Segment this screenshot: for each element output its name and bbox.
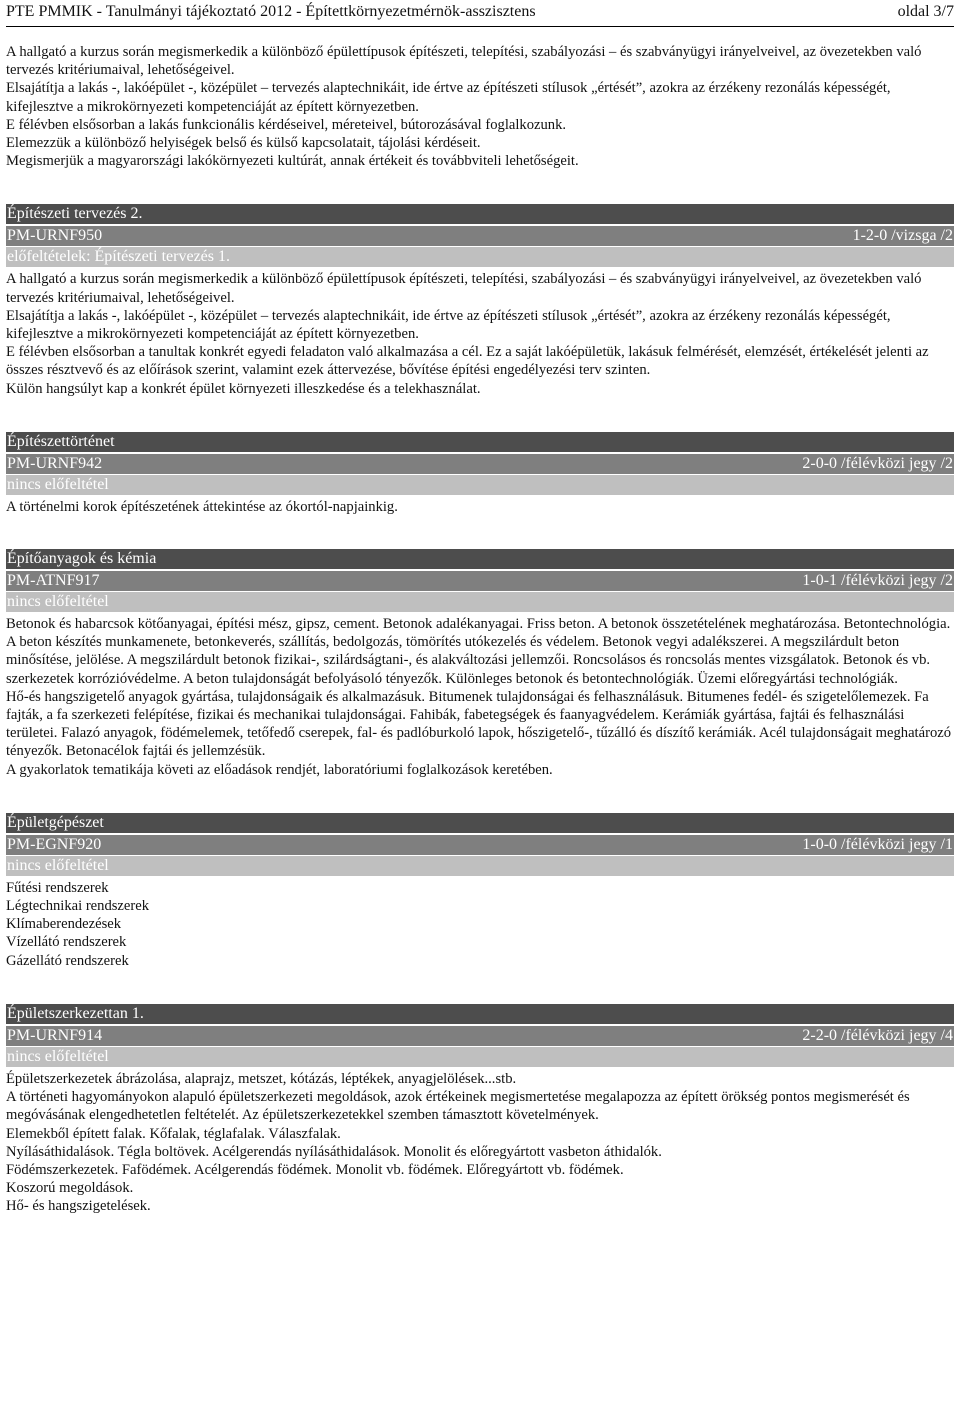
course-title: Épületszerkezettan 1. (6, 1004, 954, 1024)
course-epiteszettortenet (6, 432, 954, 516)
course-credits: 1-0-1 /félévközi jegy /2 (802, 572, 953, 590)
course-title: Épületgépészet (6, 813, 954, 833)
course-code-row (6, 571, 954, 591)
course-list-item: Gázellátó rendszerek (6, 952, 129, 969)
course-prerequisite: nincs előfeltétel (6, 475, 954, 495)
course-list-item: Fűtési rendszerek (6, 879, 109, 896)
course-paragraph: Nyílásáthidalások. Tégla boltövek. Acélgerendás nyílásáthidalások. Monolit és előregyártott vasbeton áthidalók. (6, 1143, 662, 1160)
course-paragraph: Koszorú megoldások. (6, 1180, 134, 1197)
course-paragraph: A gyakorlatok tematikája követi az előadások rendjét, laboratóriumi foglalkozások keretében. (6, 761, 553, 778)
course-description (6, 1070, 954, 1216)
course-paragraph: Hő- és hangszigetelések. (6, 1198, 151, 1215)
course-description (6, 270, 954, 397)
course-code-row (6, 454, 954, 474)
course-code: PM-URNF950 (7, 227, 103, 245)
course-epiteszeti-tervezes-2 (6, 204, 954, 397)
course-list-item: Vízellátó rendszerek (6, 934, 127, 951)
course-credits: 2-2-0 /félévközi jegy /4 (802, 1026, 953, 1044)
course-title: Építőanyagok és kémia (6, 549, 954, 569)
course-prerequisite: nincs előfeltétel (6, 1047, 954, 1067)
course-code-row (6, 226, 954, 246)
document-title: PTE PMMIK - Tanulmányi tájékoztató 2012 - Építettkörnyezetmérnök-asszisztens (6, 3, 536, 20)
course-credits: 1-0-0 /félévközi jegy /1 (802, 835, 953, 853)
intro-paragraph: E félévben elsősorban a lakás funkcionális kérdéseivel, méreteivel, bútorozásával foglalkozunk. (6, 116, 567, 133)
course-paragraph: A történeti hagyományokon alapuló épületszerkezeti megoldások, azok értékeinek megismertetése megalapozza az épített örökség pontos megismerését és megóvásának elengedhetetlen feltételét. Az épületszerkezetekkel szemben támasztott követelmények. (6, 1089, 910, 1124)
course-code: PM-ATNF917 (7, 572, 100, 590)
course-code: PM-URNF942 (7, 454, 103, 472)
page-number: oldal 3/7 (897, 3, 954, 20)
course-paragraph: Épületszerkezetek ábrázolása, alaprajz, metszet, kótázás, léptékek, anyagjelölések...stb. (6, 1070, 517, 1087)
course-epuletszerkezettan-1 (6, 1004, 954, 1216)
course-paragraph: Betonok és habarcsok kötőanyagai, építési mész, gipsz, cement. Betonok adalékanyagai. Friss beton. A betonok összetételének meghatározása. Betontechnológia. A beton készítés munkamenete, betonkeverés, szállítás, bedolgozás, tömörítés utókezelés és védelem. Betonok vegyi adalékszerei. A megszilárdult beton minősítése, jelölése. A megszilárdult betonok fizikai-, szilárdságtani-, és alakváltozási jellemzői. Roncsolásos és roncsolás mentes vizsgálatok. Betonok és vb. szerkezetek korrózióvédelme. A beton tulajdonságát befolyásoló tényezők. Különleges betonok és betontechnológiák. Üzemi előregyártási technológiák. (6, 616, 951, 687)
course-paragraph: A hallgató a kurzus során megismerkedik a különböző épülettípusok építészeti, telepítési, szabályozási – és szabványügyi irányelveivel, az övezetekben való tervezés kritériumaival, lehetőségeivel. (6, 271, 922, 306)
course-paragraph: E félévben elsősorban a tanultak konkrét egyedi feladaton való alkalmazása a cél. Ez a saját lakóépületük, lakásuk felmérését, elemzését, értékelését jelenti az összes résztvevő és az előírások szerint, valamint ezek áttervezése, bővítése építési engedélyezési terv szinten. (6, 344, 929, 379)
course-code-row (6, 835, 954, 855)
intro-paragraph: A hallgató a kurzus során megismerkedik a különböző épülettípusok építészeti, telepítési, szabályozási – és szabványügyi irányelveivel, az övezetekben való tervezés kritériumaival, lehetőségeivel. (6, 44, 922, 79)
course-list-item: Légtechnikai rendszerek (6, 898, 150, 915)
course-title: Építészeti tervezés 2. (6, 204, 954, 224)
course-prerequisite: nincs előfeltétel (6, 592, 954, 612)
course-prerequisite: nincs előfeltétel (6, 856, 954, 876)
course-description (6, 879, 954, 970)
course-title: Építészettörténet (6, 432, 954, 452)
course-list-item: Klímaberendezések (6, 916, 122, 933)
course-epuletgepeszet (6, 813, 954, 970)
course-credits: 2-0-0 /félévközi jegy /2 (802, 454, 953, 472)
course-paragraph: A történelmi korok építészetének áttekintése az ókortól-napjainkig. (6, 498, 398, 515)
course-description (6, 498, 954, 516)
course-credits: 1-2-0 /vizsga /2 (852, 227, 953, 245)
course-description (6, 615, 954, 779)
course-epitoanyagok-es-kemia (6, 549, 954, 779)
course-prerequisite: előfeltételek: Építészeti tervezés 1. (6, 247, 954, 267)
course-paragraph: Födémszerkezetek. Fafödémek. Acélgerendás födémek. Monolit vb. födémek. Előregyártott vb. födémek. (6, 1161, 624, 1178)
course-paragraph: Hő-és hangszigetelő anyagok gyártása, tulajdonságaik és alkalmazásuk. Bitumenek tulajdonságai és felhasználásuk. Bitumenes fedél- és szigetelőlemezek. Fa fajták, a fa szerkezeti felépítése, fizikai és mechanikai tulajdonságai. Fahibák, fabetegségek és faanyagvédelem. Kerámiák gyártása, fajtái és felhasználási területei. Falazó anyagok, födémelemek, tetőfedő cserepek, fal- és padlóburkoló lapok, hőszigetelő-, tűzálló és díszítő kerámiák. Acél tulajdonságait meghatározó tényezők. Betonacélok fajtái és jellemzésük. (6, 688, 952, 760)
course-paragraph: Elsajátítja a lakás -, lakóépület -, középület – tervezés alaptechnikáit, ide értve az építészeti stílusok „értését”, azokra az érzékeny rezonálás képességét, kifejlesztve a mikrokörnyezeti kompetenciáját az épített környezetben. (6, 307, 891, 343)
course-code: PM-EGNF920 (7, 835, 102, 853)
course-code: PM-URNF914 (7, 1026, 103, 1044)
intro-section (6, 43, 954, 170)
course-code-row (6, 1026, 954, 1046)
course-paragraph: Külön hangsúlyt kap a konkrét épület környezeti illeszkedése és a telekhasználat. (6, 380, 481, 397)
course-paragraph: Elemekből épített falak. Kőfalak, téglafalak. Válaszfalak. (6, 1125, 341, 1142)
intro-paragraph: Megismerjük a magyarországi lakókörnyezeti kultúrát, annak értékeit és továbbviteli lehetőségeit. (6, 153, 579, 170)
intro-paragraph: Elsajátítja a lakás -, lakóépület -, középület – tervezés alaptechnikáit, ide értve az építészeti stílusok „értését”, azokra az érzékeny rezonálás képességét, kifejlesztve a mikrokörnyezeti kompetenciáját az épített környezetben. (6, 80, 891, 115)
intro-paragraph: Elemezzük a különböző helyiségek belső és külső kapcsolatait, tájolási kérdéseit. (6, 135, 481, 152)
page-header (6, 0, 954, 27)
